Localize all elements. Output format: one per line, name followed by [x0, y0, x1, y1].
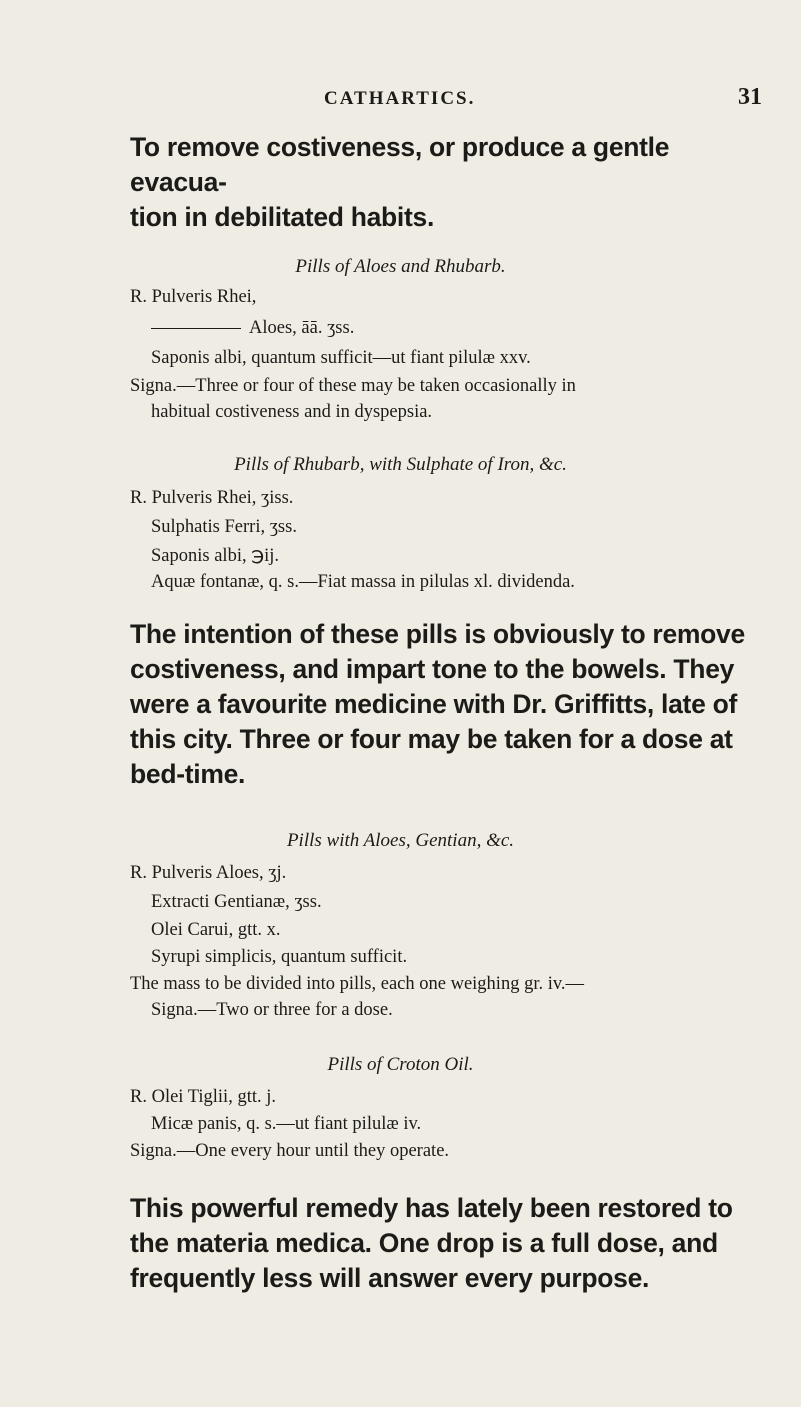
commentary-line: frequently less will answer every purpose.: [130, 1263, 650, 1293]
prescription-line: The mass to be divided into pills, each one weighing gr. iv.—: [130, 974, 585, 994]
commentary-line: the materia medica. One drop is a full dose, and: [130, 1228, 718, 1258]
intro-paragraph: [130, 130, 754, 235]
prescription-line: Olei Carui, gtt. x.: [151, 920, 281, 940]
intro-line: tion in debilitated habits.: [130, 202, 435, 232]
prescription-line: [151, 318, 354, 339]
prescription-text: Aloes, āā. ʒss.: [249, 318, 355, 338]
recipe-title: Pills of Aloes and Rhubarb.: [295, 256, 506, 277]
commentary-paragraph: [130, 617, 754, 792]
prescription-line: Saponis albi, quantum sufficit—ut fiant pilulæ xxv.: [151, 348, 531, 368]
commentary-paragraph: [130, 1191, 754, 1296]
prescription-line: R. Pulveris Aloes, ʒj.: [130, 863, 287, 883]
prescription-line: Signa.—One every hour until they operate.: [130, 1141, 450, 1161]
recipe-title: Pills of Croton Oil.: [327, 1054, 474, 1075]
prescription-line: Saponis albi, ℈ij.: [151, 546, 280, 566]
intro-line: To remove costiveness, or produce a gentle evacua-: [130, 132, 670, 197]
commentary-line: This powerful remedy has lately been restored to: [130, 1193, 733, 1223]
prescription-line: Signa.—Three or four of these may be taken occasionally in: [130, 376, 576, 396]
recipe-title: Pills with Aloes, Gentian, &c.: [286, 830, 515, 851]
recipe-title: Pills of Rhubarb, with Sulphate of Iron, &c.: [234, 454, 567, 475]
running-title: CATHARTICS.: [324, 88, 476, 109]
commentary-line: costiveness, and impart tone to the bowels. They: [130, 654, 735, 684]
prescription-line: Sulphatis Ferri, ʒss.: [151, 517, 297, 537]
commentary-line: were a favourite medicine with Dr. Griffitts, late of: [130, 689, 737, 719]
page-number: 31: [738, 84, 762, 110]
page-header: [0, 84, 801, 118]
commentary-line: bed-time.: [130, 759, 246, 789]
prescription-line: Micæ panis, q. s.—ut fiant pilulæ iv.: [151, 1114, 422, 1134]
prescription-line: R. Pulveris Rhei, ʒiss.: [130, 488, 294, 508]
commentary-line: The intention of these pills is obviously to remove: [130, 619, 745, 649]
prescription-line: R. Pulveris Rhei,: [130, 287, 257, 307]
prescription-line: Extracti Gentianæ, ʒss.: [151, 892, 322, 912]
prescription-line: Aquæ fontanæ, q. s.—Fiat massa in pilulas xl. dividenda.: [151, 572, 575, 592]
ditto-rule: [151, 328, 241, 329]
prescription-line: Syrupi simplicis, quantum sufficit.: [151, 947, 408, 967]
prescription-line: Signa.—Two or three for a dose.: [151, 1000, 393, 1020]
prescription-line: R. Olei Tiglii, gtt. j.: [130, 1087, 276, 1107]
prescription-line: habitual costiveness and in dyspepsia.: [151, 402, 433, 422]
commentary-line: this city. Three or four may be taken for a dose at: [130, 724, 733, 754]
